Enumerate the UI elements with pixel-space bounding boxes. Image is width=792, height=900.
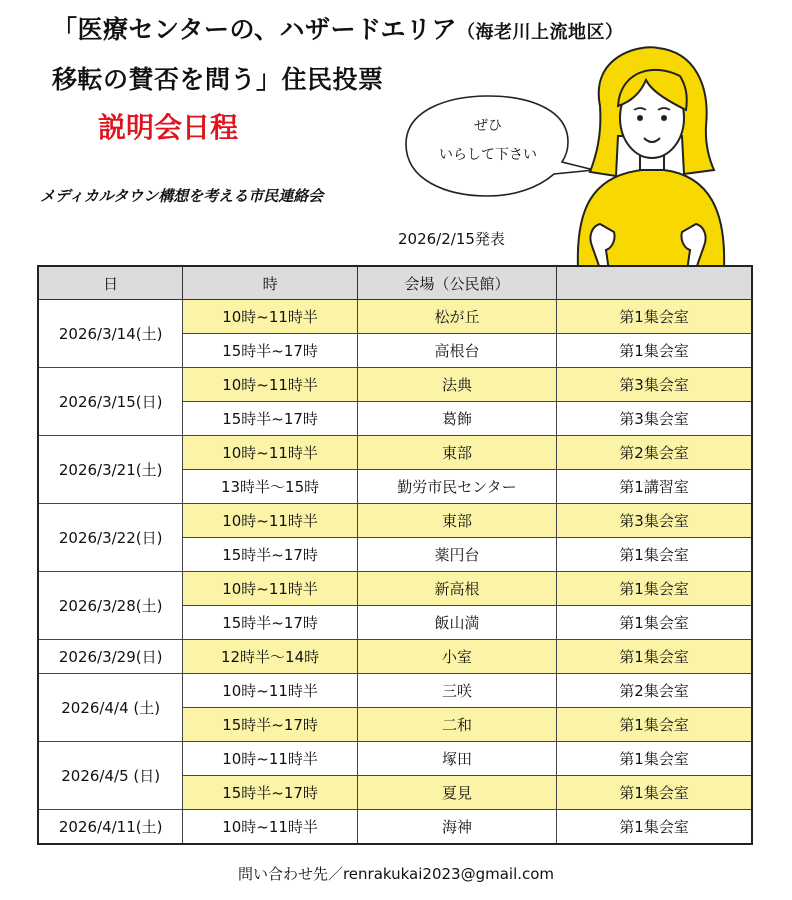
venue-cell: 高根台 (357, 334, 556, 368)
time-cell: 13時半～15時 (183, 470, 357, 504)
room-cell: 第1集会室 (557, 538, 752, 572)
venue-cell: 飯山満 (357, 606, 556, 640)
announcement-date: 2026/2/15発表 (398, 230, 505, 248)
time-cell: 15時半~17時 (183, 538, 357, 572)
page-title-schedule: 説明会日程 (98, 111, 239, 144)
table-row (38, 368, 752, 402)
venue-cell: 薬円台 (357, 538, 556, 572)
date-cell: 2026/3/15(日) (38, 368, 183, 436)
table-header-row (38, 266, 752, 300)
contact-info: 問い合わせ先／renrakukai2023@gmail.com (237, 865, 555, 883)
date-cell: 2026/4/11(土) (38, 810, 183, 845)
venue-cell: 法典 (357, 368, 556, 402)
column-header-venue: 会場（公民館） (357, 266, 556, 300)
time-cell: 15時半~17時 (183, 606, 357, 640)
speech-bubble-line-2: いらして下さい (439, 147, 537, 163)
room-cell: 第1集会室 (557, 334, 752, 368)
title-line-1-sub: （海老川上流地区） (457, 22, 624, 43)
organizer-name: メディカルタウン構想を考える市民連絡会 (40, 187, 324, 205)
speech-bubble-line-1: ぜひ (474, 118, 502, 134)
table-row (38, 742, 752, 776)
room-cell: 第3集会室 (557, 368, 752, 402)
venue-cell: 東部 (357, 504, 556, 538)
room-cell: 第1集会室 (557, 640, 752, 674)
woman-pointing-down-icon (560, 36, 735, 276)
title-line-1 (52, 10, 624, 46)
title-line-1-main: 「医療センターの、ハザードエリア (52, 15, 458, 44)
room-cell: 第1集会室 (557, 606, 752, 640)
time-cell: 15時半~17時 (183, 708, 357, 742)
room-cell: 第1集会室 (557, 810, 752, 845)
venue-cell: 三咲 (357, 674, 556, 708)
venue-cell: 東部 (357, 436, 556, 470)
room-cell: 第1講習室 (557, 470, 752, 504)
venue-cell: 松が丘 (357, 300, 556, 334)
date-cell: 2026/3/21(土) (38, 436, 183, 504)
venue-cell: 勤労市民センター (357, 470, 556, 504)
room-cell: 第3集会室 (557, 402, 752, 436)
time-cell: 10時~11時半 (183, 742, 357, 776)
time-cell: 10時~11時半 (183, 436, 357, 470)
venue-cell: 新高根 (357, 572, 556, 606)
time-cell: 10時~11時半 (183, 504, 357, 538)
date-cell: 2026/4/4 (土) (38, 674, 183, 742)
room-cell: 第1集会室 (557, 776, 752, 810)
room-cell: 第2集会室 (557, 674, 752, 708)
table-row (38, 810, 752, 845)
table-row (38, 300, 752, 334)
table-row (38, 504, 752, 538)
time-cell: 15時半~17時 (183, 402, 357, 436)
column-header-day: 日 (38, 266, 183, 300)
room-cell: 第3集会室 (557, 504, 752, 538)
table-row (38, 572, 752, 606)
venue-cell: 海神 (357, 810, 556, 845)
venue-cell: 葛飾 (357, 402, 556, 436)
table-row (38, 436, 752, 470)
time-cell: 15時半~17時 (183, 776, 357, 810)
column-header-time: 時 (183, 266, 357, 300)
time-cell: 10時~11時半 (183, 674, 357, 708)
room-cell: 第2集会室 (557, 436, 752, 470)
venue-cell: 二和 (357, 708, 556, 742)
table-row (38, 640, 752, 674)
table-row (38, 674, 752, 708)
venue-cell: 塚田 (357, 742, 556, 776)
date-cell: 2026/3/28(土) (38, 572, 183, 640)
date-cell: 2026/4/5 (日) (38, 742, 183, 810)
time-cell: 10時~11時半 (183, 300, 357, 334)
time-cell: 10時~11時半 (183, 368, 357, 402)
room-cell: 第1集会室 (557, 708, 752, 742)
room-cell: 第1集会室 (557, 742, 752, 776)
time-cell: 10時~11時半 (183, 572, 357, 606)
speech-bubble-text (418, 112, 558, 170)
room-cell: 第1集会室 (557, 300, 752, 334)
schedule-table (37, 265, 753, 845)
date-cell: 2026/3/22(日) (38, 504, 183, 572)
venue-cell: 小室 (357, 640, 556, 674)
date-cell: 2026/3/29(日) (38, 640, 183, 674)
time-cell: 10時~11時半 (183, 810, 357, 845)
date-cell: 2026/3/14(土) (38, 300, 183, 368)
time-cell: 12時半～14時 (183, 640, 357, 674)
title-line-2: 移転の賛否を問う」住民投票 (52, 65, 384, 94)
venue-cell: 夏見 (357, 776, 556, 810)
schedule-table-body (38, 300, 752, 845)
time-cell: 15時半~17時 (183, 334, 357, 368)
column-header-room (557, 266, 752, 300)
room-cell: 第1集会室 (557, 572, 752, 606)
